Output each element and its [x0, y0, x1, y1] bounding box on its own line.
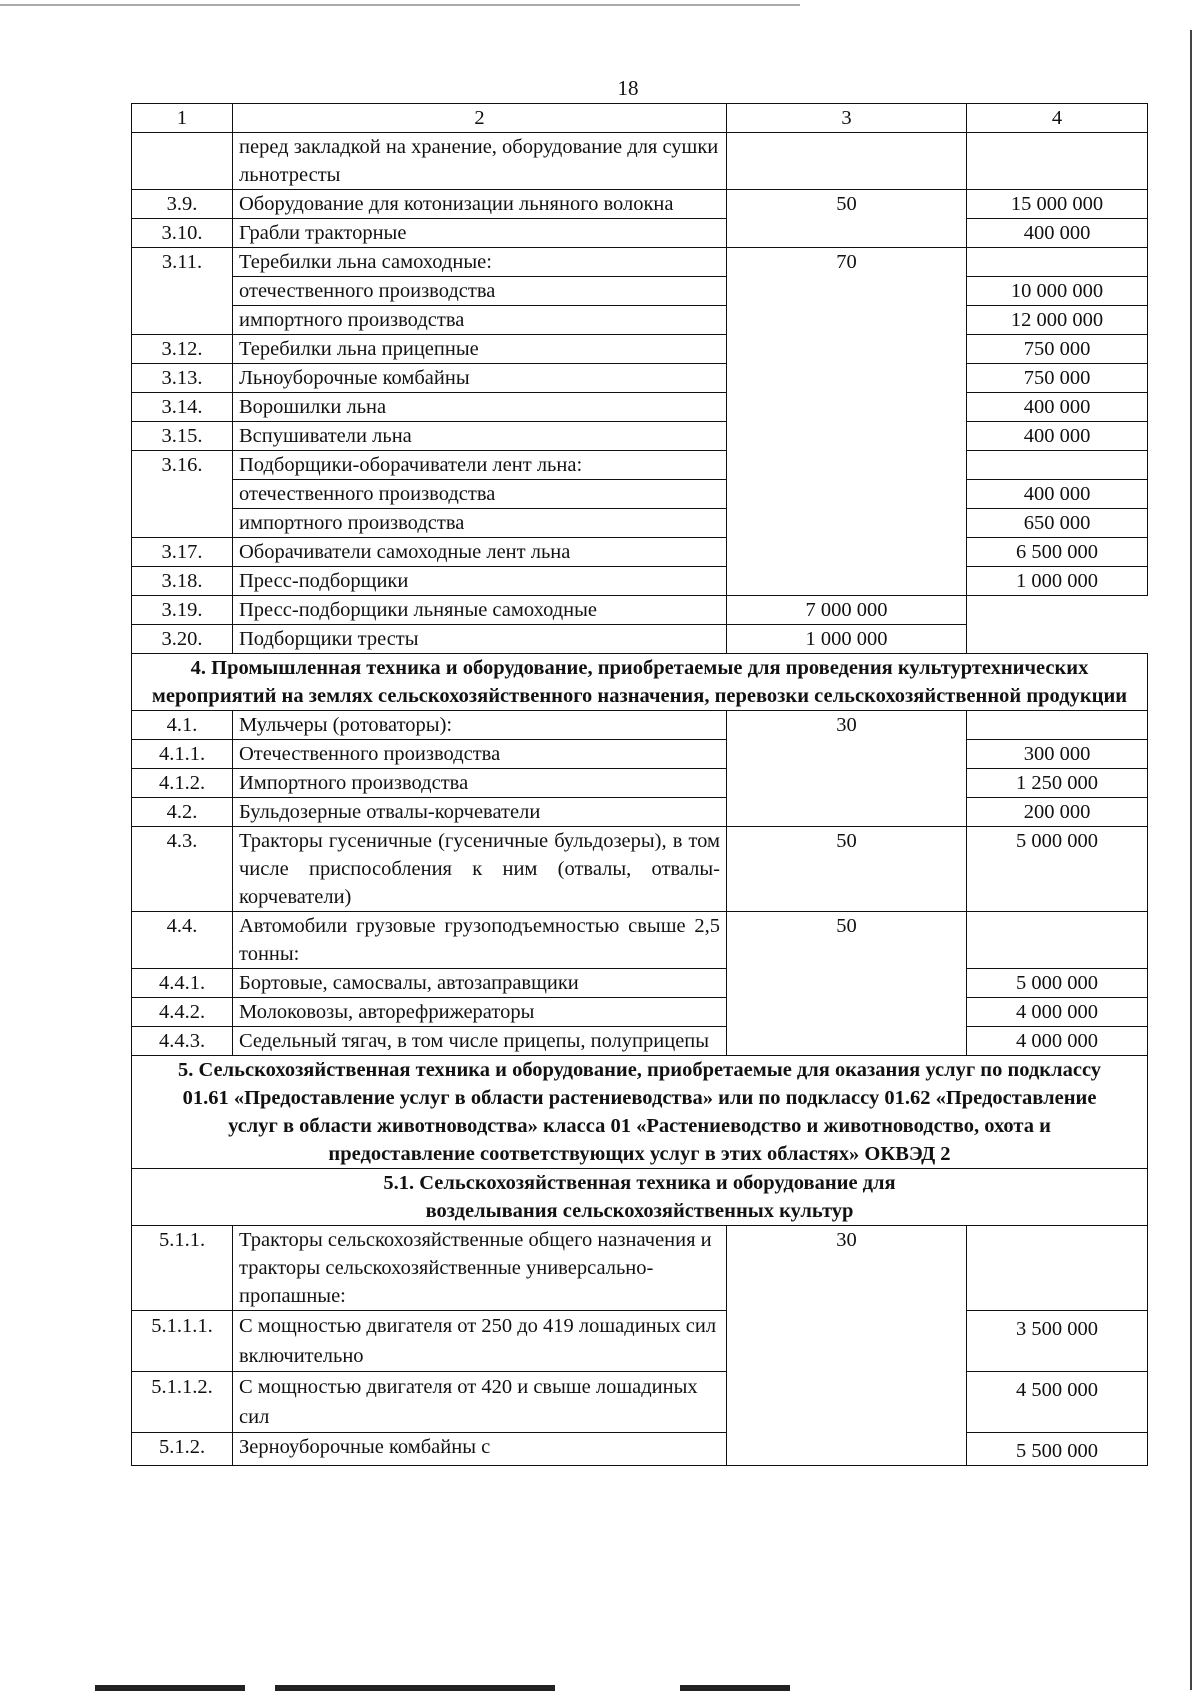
row-limit: 400 000 — [967, 219, 1148, 248]
row-name: Подборщики тресты — [233, 625, 727, 654]
row-number: 4.1.1. — [132, 740, 233, 769]
row-number — [132, 133, 233, 190]
row-number: 3.11. — [132, 248, 233, 335]
row-name: импортного производства — [233, 509, 727, 538]
section-title: 5. Сельскохозяйственная техника и оборудование, приобретаемые для оказания услуг по подклассу 01.61 «Предоставление услуг в области растениеводства» или по подклассу 01.62 «Предоставление услуг в области животноводства» класса 01 «Растениеводство и животноводство, охота и предоставление соответствующих услуг в этих областях» ОКВЭД 2 — [132, 1056, 1148, 1169]
row-name: Пресс-подборщики — [233, 567, 727, 596]
row-name: Теребилки льна прицепные — [233, 335, 727, 364]
header-cell: 3 — [727, 104, 967, 133]
row-limit: 400 000 — [967, 393, 1148, 422]
row-limit: 750 000 — [967, 364, 1148, 393]
table-row — [132, 1311, 1148, 1372]
row-number: 5.1.1. — [132, 1226, 233, 1311]
equipment-table — [131, 103, 1148, 1466]
table-row — [132, 1027, 1148, 1056]
table-row — [132, 998, 1148, 1027]
row-limit: 650 000 — [967, 509, 1148, 538]
row-name: Молоковозы, авторефрижераторы — [233, 998, 727, 1027]
row-limit — [967, 711, 1148, 740]
table-row — [132, 306, 1148, 335]
row-name: Отечественного производства — [233, 740, 727, 769]
row-number: 4.4.3. — [132, 1027, 233, 1056]
row-number: 4.4.1. — [132, 969, 233, 998]
row-percent: 30 — [727, 711, 967, 827]
table-row — [132, 509, 1148, 538]
row-percent: 50 — [727, 827, 967, 912]
row-limit: 7 000 000 — [727, 596, 967, 625]
row-limit: 4 000 000 — [967, 998, 1148, 1027]
row-name: Подборщики-оборачиватели лент льна: — [233, 451, 727, 480]
row-name: Зерноуборочные комбайны с — [233, 1433, 727, 1466]
row-limit: 5 000 000 — [967, 969, 1148, 998]
row-name: Грабли тракторные — [233, 219, 727, 248]
row-limit: 12 000 000 — [967, 306, 1148, 335]
row-limit: 400 000 — [967, 422, 1148, 451]
row-name: Мульчеры (ротоваторы): — [233, 711, 727, 740]
row-limit — [967, 451, 1148, 480]
section-row — [132, 654, 1148, 711]
row-name: Пресс-подборщики льняные самоходные — [233, 596, 727, 625]
row-limit: 5 500 000 — [967, 1433, 1148, 1466]
header-cell: 4 — [967, 104, 1148, 133]
table-row — [132, 248, 1148, 277]
table-row — [132, 1433, 1148, 1466]
table-row — [132, 1226, 1148, 1311]
row-name: Тракторы сельскохозяйственные общего назначения и тракторы сельскохозяйственные универсально-пропашные: — [233, 1226, 727, 1311]
table-row — [132, 769, 1148, 798]
row-number: 3.17. — [132, 538, 233, 567]
section-row — [132, 1169, 1148, 1226]
row-name: С мощностью двигателя от 420 и свыше лошадиных сил — [233, 1372, 727, 1433]
row-limit: 1 000 000 — [967, 567, 1148, 596]
table-row — [132, 335, 1148, 364]
row-name: Седельный тягач, в том числе прицепы, полуприцепы — [233, 1027, 727, 1056]
row-number: 5.1.1.2. — [132, 1372, 233, 1433]
scan-artifact-bottom — [275, 1685, 555, 1691]
table-row — [132, 422, 1148, 451]
table-row — [132, 711, 1148, 740]
row-limit: 300 000 — [967, 740, 1148, 769]
row-limit: 400 000 — [967, 480, 1148, 509]
table-row — [132, 567, 1148, 596]
table-row — [132, 277, 1148, 306]
row-name: отечественного производства — [233, 480, 727, 509]
table-header — [132, 104, 1148, 133]
row-percent: 50 — [727, 912, 967, 1056]
row-number: 4.3. — [132, 827, 233, 912]
row-number: 3.13. — [132, 364, 233, 393]
row-limit: 4 000 000 — [967, 1027, 1148, 1056]
row-limit: 10 000 000 — [967, 277, 1148, 306]
row-name: Тракторы гусеничные (гусеничные бульдозеры), в том числе приспособления к ним (отвалы, отвалы-корчеватели) — [233, 827, 727, 912]
table-row — [132, 596, 1148, 625]
table-row — [132, 912, 1148, 969]
table-row — [132, 451, 1148, 480]
row-number: 3.14. — [132, 393, 233, 422]
row-number: 3.9. — [132, 190, 233, 219]
scan-artifact-bottom — [95, 1685, 245, 1691]
row-limit: 15 000 000 — [967, 190, 1148, 219]
header-cell: 1 — [132, 104, 233, 133]
table-row — [132, 740, 1148, 769]
table-row — [132, 480, 1148, 509]
row-name: Льноуборочные комбайны — [233, 364, 727, 393]
row-number: 3.12. — [132, 335, 233, 364]
row-number: 3.15. — [132, 422, 233, 451]
row-limit — [967, 912, 1148, 969]
row-name: Оборудование для котонизации льняного волокна — [233, 190, 727, 219]
row-limit: 1 250 000 — [967, 769, 1148, 798]
row-name: отечественного производства — [233, 277, 727, 306]
row-limit: 750 000 — [967, 335, 1148, 364]
row-name: Оборачиватели самоходные лент льна — [233, 538, 727, 567]
table-row — [132, 393, 1148, 422]
row-percent — [727, 133, 967, 190]
row-name: Теребилки льна самоходные: — [233, 248, 727, 277]
row-number: 4.4.2. — [132, 998, 233, 1027]
row-number: 3.10. — [132, 219, 233, 248]
row-limit: 200 000 — [967, 798, 1148, 827]
table-row — [132, 1372, 1148, 1433]
row-name: Бортовые, самосвалы, автозаправщики — [233, 969, 727, 998]
row-limit — [967, 1226, 1148, 1311]
section-row — [132, 1056, 1148, 1169]
row-name: импортного производства — [233, 306, 727, 335]
row-number: 5.1.1.1. — [132, 1311, 233, 1372]
table-row — [132, 219, 1148, 248]
row-number: 4.2. — [132, 798, 233, 827]
row-limit — [967, 248, 1148, 277]
table-row — [132, 190, 1148, 219]
row-name: Ворошилки льна — [233, 393, 727, 422]
row-percent: 50 — [727, 190, 967, 248]
row-limit: 6 500 000 — [967, 538, 1148, 567]
row-number: 3.19. — [132, 596, 233, 625]
row-limit: 5 000 000 — [967, 827, 1148, 912]
row-name: перед закладкой на хранение, оборудование для сушки льнотресты — [233, 133, 727, 190]
row-number: 3.20. — [132, 625, 233, 654]
table-row — [132, 364, 1148, 393]
row-name: Автомобили грузовые грузоподъемностью свыше 2,5 тонны: — [233, 912, 727, 969]
row-limit: 1 000 000 — [727, 625, 967, 654]
page-number: 18 — [617, 76, 639, 100]
table-row — [132, 798, 1148, 827]
row-percent: 70 — [727, 248, 967, 596]
table-row — [132, 827, 1148, 912]
header-cell: 2 — [233, 104, 727, 133]
row-name: Бульдозерные отвалы-корчеватели — [233, 798, 727, 827]
row-percent: 30 — [727, 1226, 967, 1466]
section-title: 4. Промышленная техника и оборудование, приобретаемые для проведения культуртехнических мероприятий на землях сельскохозяйственного назначения, перевозки сельскохозяйственной продукции — [132, 654, 1148, 711]
row-name: Вспушиватели льна — [233, 422, 727, 451]
table-row — [132, 625, 1148, 654]
row-limit — [967, 133, 1148, 190]
row-number: 4.1. — [132, 711, 233, 740]
scan-artifact-top — [0, 4, 800, 10]
row-name: С мощностью двигателя от 250 до 419 лошадиных сил включительно — [233, 1311, 727, 1372]
scan-artifact-edge — [1190, 30, 1192, 1690]
table-row — [132, 969, 1148, 998]
table-row — [132, 133, 1148, 190]
scan-artifact-bottom — [680, 1685, 790, 1691]
row-name: Импортного производства — [233, 769, 727, 798]
row-number: 4.1.2. — [132, 769, 233, 798]
row-limit: 4 500 000 — [967, 1372, 1148, 1433]
section-title: 5.1. Сельскохозяйственная техника и оборудование для возделывания сельскохозяйственных культур — [132, 1169, 1148, 1226]
row-number: 3.16. — [132, 451, 233, 538]
table-row — [132, 538, 1148, 567]
row-limit: 3 500 000 — [967, 1311, 1148, 1372]
row-number: 3.18. — [132, 567, 233, 596]
row-number: 5.1.2. — [132, 1433, 233, 1466]
row-number: 4.4. — [132, 912, 233, 969]
